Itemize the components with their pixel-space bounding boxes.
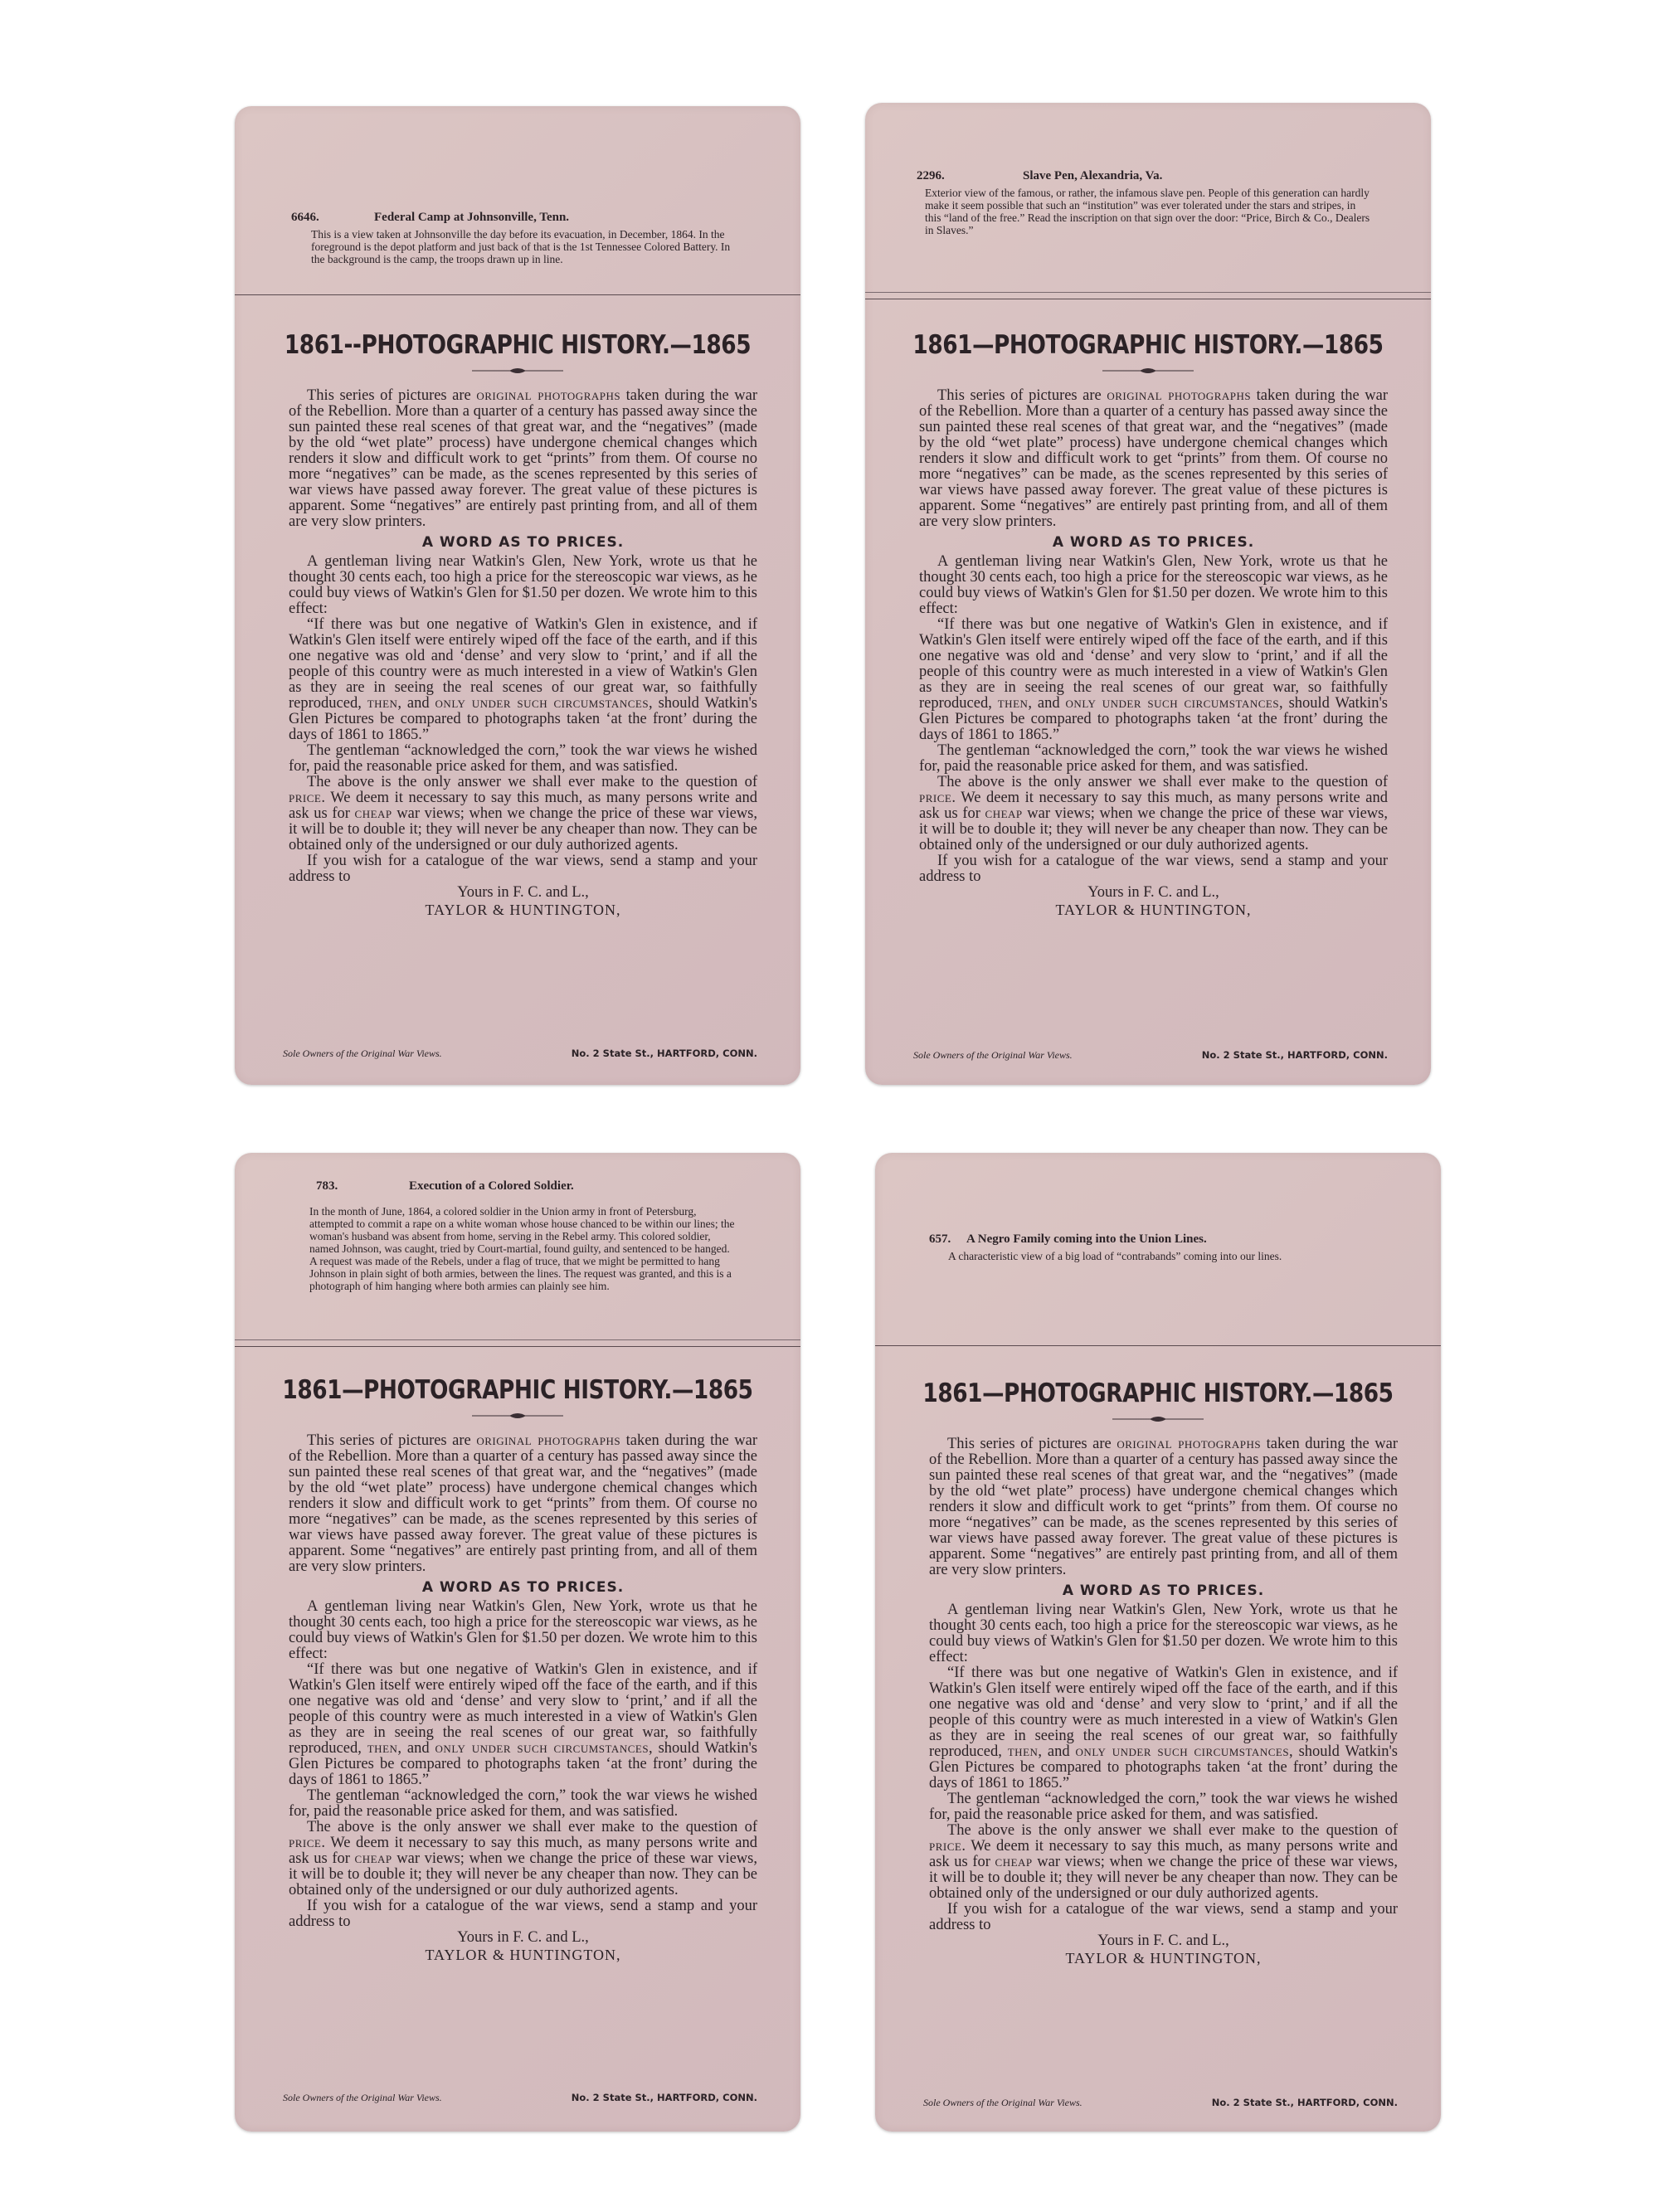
view-title: A Negro Family coming into the Union Lines. (966, 1232, 1207, 1246)
page-heading: 1861—PHOTOGRAPHIC HISTORY.—1865 (912, 330, 1384, 360)
stereoview-card-back (865, 103, 1431, 1085)
paragraph: A gentleman living near Watkin's Glen, New York, wrote us that he thought 30 cents each, too high a price for the stereoscopic war views, as he could buy views of Watkin's Glen for $1.50 per dozen. We wrote him to this effect: (919, 553, 1388, 617)
footer-address: No. 2 State St., HARTFORD, CONN. (571, 1048, 757, 1059)
subheading: A WORD AS TO PRICES. (1052, 534, 1255, 551)
paragraph: If you wish for a catalogue of the war views, send a stamp and your address to (919, 853, 1388, 885)
publisher-name: TAYLOR & HUNTINGTON, (425, 902, 621, 918)
publisher-name: TAYLOR & HUNTINGTON, (425, 1947, 621, 1963)
price-paragraph: The above is the only answer we shall ever make to the question of price. We deem it necessary to say this much, as many persons write and ask us for cheap war views; when we change the price of these war views, it will be to double it; they will never be any cheaper than now. They can be obtained only of the undersigned or our duly authorized agents. (929, 1822, 1398, 1902)
card-footer (913, 1049, 1388, 1062)
price-paragraph: The above is the only answer we shall ever make to the question of price. We deem it necessary to say this much, as many persons write and ask us for cheap war views; when we change the price of these war views, it will be to double it; they will never be any cheaper than now. They can be obtained only of the undersigned or our duly authorized agents. (919, 774, 1388, 853)
footer-owners: Sole Owners of the Original War Views. (283, 1048, 442, 1059)
divider-rule (235, 1346, 800, 1347)
subheading: A WORD AS TO PRICES. (1062, 1582, 1265, 1599)
quote-paragraph: “If there was but one negative of Watkin's Glen in existence, and if Watkin's Glen itself were entirely wiped off the face of the earth, and if this one negative was old and ‘dense’ and very slow to ‘print,’ and if all the people of this country were as much interested in a view of Watkin's Glen as they are in seeing the real scenes of our great war, so faithfully reproduced, then, and only under such circumstances, should Watkin's Glen Pictures be compared to photographs taken ‘at the front’ during the days of 1861 to 1865.” (289, 616, 757, 743)
paragraph: The gentleman “acknowledged the corn,” took the war views he wished for, paid the reasonable price asked for them, and was satisfied. (289, 1787, 757, 1820)
quote-paragraph: “If there was but one negative of Watkin's Glen in existence, and if Watkin's Glen itself were entirely wiped off the face of the earth, and if this one negative was old and ‘dense’ and very slow to ‘print,’ and if all the people of this country were as much interested in a view of Watkin's Glen as they are in seeing the real scenes of our great war, so faithfully reproduced, then, and only under such circumstances, should Watkin's Glen Pictures be compared to photographs taken ‘at the front’ during the days of 1861 to 1865.” (289, 1661, 757, 1788)
divider-rule (875, 1345, 1441, 1346)
page-heading: 1861--PHOTOGRAPHIC HISTORY.—1865 (284, 330, 752, 360)
footer-owners: Sole Owners of the Original War Views. (913, 1049, 1073, 1061)
intro-paragraph: This series of pictures are original photographs taken during the war of the Rebellion. More than a quarter of a century has passed away since the sun painted these real scenes of that great war, and the “negatives” (made by the old “wet plate” process) have undergone chemical changes which renders it slow and difficult work to get “prints” from them. Of course no more “negatives” can be made, as the scenes represented by this series of war views have passed away forever. The great value of these pictures is apparent. Some “negatives” are entirely past printing from, and all of them are very slow printers. (929, 1436, 1399, 1578)
body-text (289, 388, 757, 918)
paragraph: If you wish for a catalogue of the war views, send a stamp and your address to (289, 1898, 757, 1930)
paragraph: The gentleman “acknowledged the corn,” took the war views he wished for, paid the reasonable price asked for them, and was satisfied. (919, 742, 1388, 775)
publisher-name: TAYLOR & HUNTINGTON, (1065, 1950, 1262, 1966)
stereoview-card-back (235, 106, 800, 1085)
paragraph: The gentleman “acknowledged the corn,” took the war views he wished for, paid the reasonable price asked for them, and was satisfied. (289, 742, 757, 775)
price-paragraph: The above is the only answer we shall ever make to the question of price. We deem it necessary to say this much, as many persons write and ask us for cheap war views; when we change the price of these war views, it will be to double it; they will never be any cheaper than now. They can be obtained only of the undersigned or our duly authorized agents. (289, 774, 757, 853)
stereoview-card-back (875, 1153, 1441, 2132)
signoff: Yours in F. C. and L., (457, 884, 589, 901)
view-description: Exterior view of the famous, or rather, the infamous slave pen. People of this generation can hardly make it seem possible that such an “institution” was ever tolerated under the stars and stripes, in this “land of the free.” Read the inscription on that sign over the door: “Price, Birch & Co., Dealers in Slaves.” (925, 187, 1370, 236)
view-title: Federal Camp at Johnsonville, Tenn. (374, 211, 570, 224)
view-number: 783. (316, 1179, 338, 1193)
divider-rule (235, 1339, 800, 1340)
body-text (289, 1433, 757, 1963)
footer-owners: Sole Owners of the Original War Views. (923, 2097, 1082, 2108)
stereoview-card-back (235, 1153, 800, 2132)
signoff: Yours in F. C. and L., (1087, 884, 1219, 901)
signoff: Yours in F. C. and L., (1097, 1932, 1229, 1949)
price-paragraph: The above is the only answer we shall ever make to the question of price. We deem it necessary to say this much, as many persons write and ask us for cheap war views; when we change the price of these war views, it will be to double it; they will never be any cheaper than now. They can be obtained only of the undersigned or our duly authorized agents. (289, 1819, 757, 1898)
view-description: A characteristic view of a big load of “contrabands” coming into our lines. (948, 1250, 1282, 1262)
card-footer (283, 2092, 757, 2104)
paragraph: If you wish for a catalogue of the war views, send a stamp and your address to (929, 1901, 1398, 1933)
footer-address: No. 2 State St., HARTFORD, CONN. (1211, 2097, 1398, 2108)
paragraph: The gentleman “acknowledged the corn,” took the war views he wished for, paid the reasonable price asked for them, and was satisfied. (929, 1791, 1398, 1823)
quote-paragraph: “If there was but one negative of Watkin's Glen in existence, and if Watkin's Glen itself were entirely wiped off the face of the earth, and if this one negative was old and ‘dense’ and very slow to ‘print,’ and if all the people of this country were as much interested in a view of Watkin's Glen as they are in seeing the real scenes of our great war, so faithfully reproduced, then, and only under such circumstances, should Watkin's Glen Pictures be compared to photographs taken ‘at the front’ during the days of 1861 to 1865.” (919, 616, 1388, 743)
body-text (929, 1437, 1398, 1966)
intro-paragraph: This series of pictures are original photographs taken during the war of the Rebellion. More than a quarter of a century has passed away since the sun painted these real scenes of that great war, and the “negatives” (made by the old “wet plate” process) have undergone chemical changes which renders it slow and difficult work to get “prints” from them. Of course no more “negatives” can be made, as the scenes represented by this series of war views have passed away forever. The great value of these pictures is apparent. Some “negatives” are entirely past printing from, and all of them are very slow printers. (919, 387, 1389, 530)
view-title: Slave Pen, Alexandria, Va. (1023, 169, 1163, 182)
view-description: In the month of June, 1864, a colored soldier in the Union army in front of Petersburg, attempted to commit a rape on a white woman whose house chanced to be within our lines; the woman's husband was absent from home, serving in the Rebel army. This colored soldier, named Johnson, was caught, tried by Court-martial, found guilty, and sentenced to be hanged. A request was made of the Rebels, under a flag of truce, that we might be permitted to hang Johnson in plain sight of both armies, between the lines. The request was granted, and this is a photograph of him hanging where both armies can plainly see him. (309, 1205, 735, 1292)
view-number: 6646. (291, 211, 319, 224)
publisher-name: TAYLOR & HUNTINGTON, (1055, 902, 1252, 918)
page-heading: 1861—PHOTOGRAPHIC HISTORY.—1865 (282, 1375, 753, 1405)
subheading: A WORD AS TO PRICES. (421, 534, 625, 551)
view-number: 2296. (917, 169, 945, 182)
intro-paragraph: This series of pictures are original photographs taken during the war of the Rebellion. More than a quarter of a century has passed away since the sun painted these real scenes of that great war, and the “negatives” (made by the old “wet plate” process) have undergone chemical changes which renders it slow and difficult work to get “prints” from them. Of course no more “negatives” can be made, as the scenes represented by this series of war views have passed away forever. The great value of these pictures is apparent. Some “negatives” are entirely past printing from, and all of them are very slow printers. (289, 1432, 758, 1575)
ornament-icon (1112, 1416, 1204, 1422)
footer-address: No. 2 State St., HARTFORD, CONN. (1201, 1049, 1388, 1061)
card-footer (283, 1048, 757, 1060)
body-text (919, 388, 1388, 918)
quote-paragraph: “If there was but one negative of Watkin's Glen in existence, and if Watkin's Glen itself were entirely wiped off the face of the earth, and if this one negative was old and ‘dense’ and very slow to ‘print,’ and if all the people of this country were as much interested in a view of Watkin's Glen as they are in seeing the real scenes of our great war, so faithfully reproduced, then, and only under such circumstances, should Watkin's Glen Pictures be compared to photographs taken ‘at the front’ during the days of 1861 to 1865.” (929, 1665, 1398, 1791)
footer-owners: Sole Owners of the Original War Views. (283, 2092, 442, 2103)
view-title: Execution of a Colored Soldier. (409, 1179, 574, 1193)
card-footer (923, 2097, 1398, 2109)
paragraph: A gentleman living near Watkin's Glen, New York, wrote us that he thought 30 cents each, too high a price for the stereoscopic war views, as he could buy views of Watkin's Glen for $1.50 per dozen. We wrote him to this effect: (929, 1602, 1398, 1665)
page-heading: 1861—PHOTOGRAPHIC HISTORY.—1865 (922, 1378, 1394, 1408)
view-description: This is a view taken at Johnsonville the day before its evacuation, in December, 1864. In the foreground is the depot platform and just back of that is the 1st Tennessee Colored Battery. In the background is the camp, the troops drawn up in line. (311, 228, 731, 265)
divider-rule (865, 292, 1431, 293)
ornament-icon (1102, 367, 1194, 374)
paragraph: A gentleman living near Watkin's Glen, New York, wrote us that he thought 30 cents each, too high a price for the stereoscopic war views, as he could buy views of Watkin's Glen for $1.50 per dozen. We wrote him to this effect: (289, 553, 757, 617)
paragraph: A gentleman living near Watkin's Glen, New York, wrote us that he thought 30 cents each, too high a price for the stereoscopic war views, as he could buy views of Watkin's Glen for $1.50 per dozen. We wrote him to this effect: (289, 1598, 757, 1662)
ornament-icon (472, 1412, 563, 1419)
intro-paragraph: This series of pictures are original photographs taken during the war of the Rebellion. More than a quarter of a century has passed away since the sun painted these real scenes of that great war, and the “negatives” (made by the old “wet plate” process) have undergone chemical changes which renders it slow and difficult work to get “prints” from them. Of course no more “negatives” can be made, as the scenes represented by this series of war views have passed away forever. The great value of these pictures is apparent. Some “negatives” are entirely past printing from, and all of them are very slow printers. (289, 387, 758, 530)
divider-rule (235, 294, 800, 295)
ornament-icon (472, 367, 563, 374)
footer-address: No. 2 State St., HARTFORD, CONN. (571, 2092, 757, 2103)
subheading: A WORD AS TO PRICES. (421, 1579, 625, 1596)
signoff: Yours in F. C. and L., (457, 1929, 589, 1946)
view-number: 657. (929, 1232, 951, 1246)
paragraph: If you wish for a catalogue of the war views, send a stamp and your address to (289, 853, 757, 885)
